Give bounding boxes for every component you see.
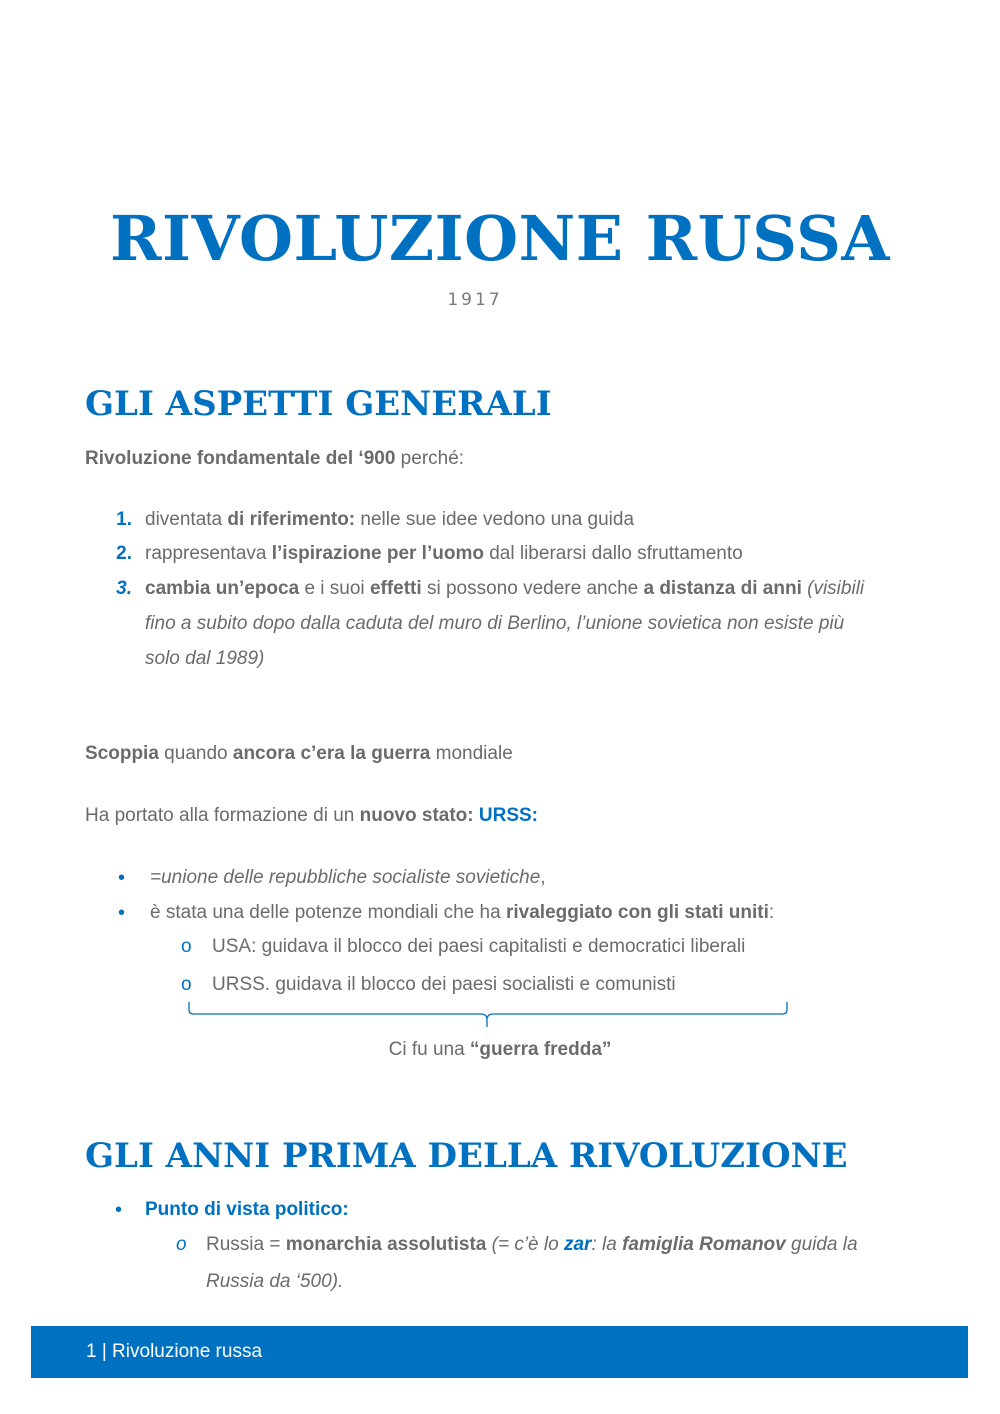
sub-bullet-item: USA: guidava il blocco dei paesi capitalisti e democratici liberali: [212, 936, 746, 957]
political-viewpoint-label: Punto di vista politico:: [145, 1199, 349, 1220]
sub-bullet-continuation: Russia da ‘500).: [206, 1271, 344, 1292]
urss-paragraph: Ha portato alla formazione di un nuovo stato: URSS:: [85, 805, 539, 826]
page-subtitle-year: 1917: [447, 290, 503, 310]
section-heading-before-revolution: GLI ANNI PRIMA DELLA RIVOLUZIONE: [85, 1136, 848, 1176]
page-footer: [31, 1326, 968, 1378]
list-item: diventata di riferimento: nelle sue idee vedono una guida: [145, 509, 635, 530]
sub-bullet-item: Russia = monarchia assolutista (= c’è lo zar: la famiglia Romanov guida la: [206, 1234, 858, 1255]
list-item-continuation: solo dal 1989): [145, 648, 265, 669]
sub-bullet-item: URSS. guidava il blocco dei paesi socialisti e comunisti: [212, 974, 676, 995]
list-number: 3.: [116, 578, 132, 599]
list-item-continuation: fino a subito dopo dalla caduta del muro di Berlino, l’unione sovietica non esiste più: [145, 613, 845, 634]
footer-page-label: 1 | Rivoluzione russa: [86, 1341, 263, 1362]
bullet-dot: •: [118, 902, 126, 924]
bullet-dot: •: [115, 1199, 123, 1221]
section-heading-general: GLI ASPETTI GENERALI: [85, 384, 552, 424]
sub-bullet-marker: o: [181, 936, 192, 957]
list-number: 2.: [116, 543, 132, 564]
list-number: 1.: [116, 509, 132, 530]
bullet-dot: •: [118, 867, 126, 889]
page-title: RIVOLUZIONE RUSSA: [110, 202, 890, 275]
brace-caption: Ci fu una “guerra fredda”: [388, 1039, 612, 1060]
scoppia-paragraph: Scoppia quando ancora c’era la guerra mondiale: [85, 743, 513, 764]
bullet-item: =unione delle repubbliche socialiste sovietiche,: [150, 867, 546, 888]
sub-bullet-marker: o: [176, 1234, 187, 1255]
bullet-item: è stata una delle potenze mondiali che ha rivaleggiato con gli stati uniti:: [150, 902, 775, 923]
list-item: cambia un’epoca e i suoi effetti si possono vedere anche a distanza di anni (visibili: [145, 578, 865, 599]
curly-brace-icon: [185, 1000, 795, 1032]
list-item: rappresentava l’ispirazione per l’uomo dal liberarsi dallo sfruttamento: [145, 543, 743, 564]
intro-paragraph: Rivoluzione fondamentale del ‘900 perché:: [85, 448, 465, 469]
sub-bullet-marker: o: [181, 974, 192, 995]
